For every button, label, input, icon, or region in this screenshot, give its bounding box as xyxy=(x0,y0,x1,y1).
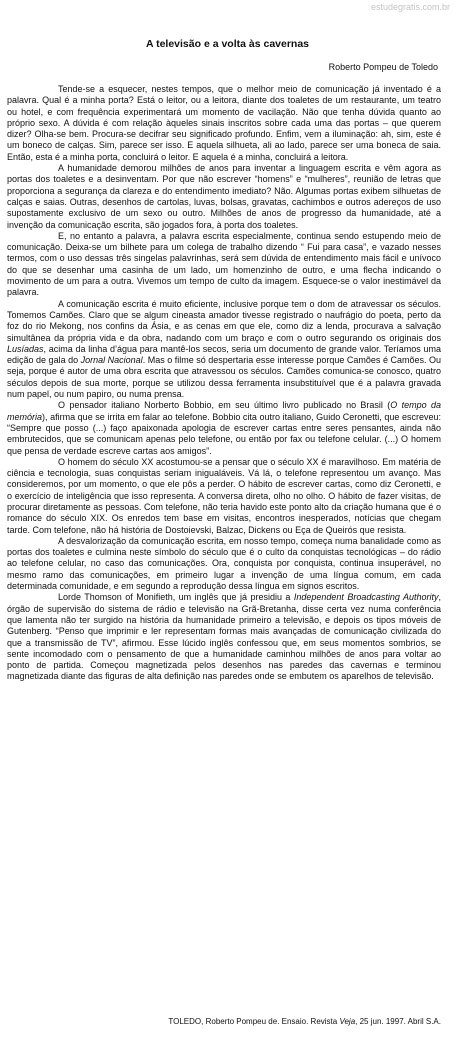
source-suffix: , 25 jun. 1997. Abril S.A. xyxy=(355,1017,441,1026)
paragraph xyxy=(7,536,441,592)
paragraph xyxy=(7,592,441,682)
article-title: A televisão e a volta às cavernas xyxy=(145,38,310,50)
paragraph xyxy=(7,457,441,536)
paragraph-text: A humanidade demorou milhões de anos para inventar a linguagem escrita e vêm agora as portas dos toaletes e a desinventam. Por que não escrever “homens” e “mulheres”, reunião de letras que proporciona a segurança da clareza e do entendimento imediato? Não. Algumas portas exibem silhuetas de calças e saias. Outras, desenhos de cartolas, luvas, bolsas, gravatas, cachimbos e outros adereços de uso supostamente exclusivo de um sexo ou outro. Milhões de anos de progresso da humanidade, até a invenção da comunicação escrita, são jogados fora, à porta dos toaletes. xyxy=(7,163,441,230)
paragraph-text: O pensador italiano Norberto Bobbio, em seu último livro publicado no Brasil ( xyxy=(58,400,391,411)
paragraph xyxy=(7,163,441,231)
watermark: estudegratis.com.br xyxy=(370,2,450,12)
paragraph-text: A comunicação escrita é muito eficiente, inclusive porque tem o dom de atravessar os séculos. Tomemos Camões. Claro que se algum cineasta amador tivesse registrado o naufrágio do poeta, perto da foz do rio Mekong, nos confins da Ásia, e as cenas em que ele, como diz a lenda, procurava a salvação simultânea da própria vida e da obra, nadando com um braço e com o outro segurando os originais dos xyxy=(7,298,441,343)
italic-text: O tempo da memória xyxy=(7,400,441,422)
source-prefix: TOLEDO, Roberto Pompeu de. Ensaio. Revista xyxy=(168,1017,340,1026)
paragraph-text: ), afirma que se irrita em falar ao telefone. Bobbio cita outro italiano, Guido Ceronetti, que escreveu: “Sempre que posso (...) faço apaixonada apologia de escrever cartas entre seres pensantes, ainda não embrutecidos, que se comunicam apenas pelo telefone, ou então por fax ou telefone celular. (...) O homem que pensa de verdade escreve cartas aos amigos”. xyxy=(7,411,441,456)
paragraph-text: Lorde Thomson of Monifieth, um inglês que já presidiu a xyxy=(58,592,294,603)
paragraph-text: , acima da linha d’água para mantê-los secos, seria um documento de grande valor. Teríamos uma edição de gala do xyxy=(7,343,441,366)
paragraph-text: O homem do século XX acostumou-se a pensar que o século XX é maravilhoso. Em matéria de ciência e tecnologia, suas conquistas seriam inigualáveis. Vá lá, o telefone representou um avanço. Mas consideremos, por um momento, o que ele pôs a perder. O hábito de escrever cartas, como diz Ceronetti, e o exercício de inteligência que isso representa. A conversa direta, olho no olho. O hábito de fazer visitas, de procurar diretamente as pessoas. Com telefone, não teria havido este ponto alto da criação humana que é o romance do século XIX. Os enredos tem base em visitas, encontros inesperados, notícias que chegam tarde. Com telefone, não há história de Dostoievski, Balzac, Dickens ou Eça de Queirós que resista. xyxy=(7,456,441,535)
source-citation xyxy=(168,1017,441,1026)
paragraph xyxy=(7,400,441,456)
italic-text: Jornal Nacional xyxy=(80,355,143,366)
paragraph-text: , órgão de supervisão do sistema de rádio e televisão na Grã-Bretanha, disse certa vez numa conferência que lamenta não ter surgido na história da humanidade primeiro a televisão, e depois os tipos móveis de Gutenberg. “Penso que imprimir e ler representam formas mais avançadas de comunicação civilizada do que a transmissão de TV”, afirmou. Esse lúcido inglês confessou que, em seus momentos sombrios, se sente incomodado com o pensamento de que a humanidade caminhou milhões de anos para voltar ao ponto de partida. Começou magnetizada pelos desenhos nas paredes das cavernas e terminou magnetizada diante das figuras de alta definição nas paredes onde se embutem os aparelhos de televisão. xyxy=(7,592,441,682)
article-body xyxy=(7,84,441,683)
article-author: Roberto Pompeu de Toledo xyxy=(328,62,438,72)
paragraph xyxy=(7,299,441,401)
paragraph xyxy=(7,84,441,163)
italic-text: Independent Broadcasting Authority xyxy=(293,592,439,603)
paragraph-text: A desvalorização da comunicação escrita, em nosso tempo, começa numa banalidade como as portas dos toaletes e culmina neste símbolo do século que é o culto da conquistas tecnológicas – do rádio ao telefone celular, no caso das comunicações. Ora, conquista por conquista, continua insuperável, no mesmo ramo das comunicações, em primeiro lugar a invenção de uma língua comum, em cada determinada comunidade, e em segundo a reprodução dessa língua em signos escritos. xyxy=(7,535,441,592)
source-magazine: Veja xyxy=(339,1017,356,1026)
paragraph xyxy=(7,231,441,299)
paragraph-text: Tende-se a esquecer, nestes tempos, que o melhor meio de comunicação já inventado é a palavra. Qual é a minha porta? Está o leitor, ou a leitora, diante dos toaletes de um restaurante, um teatro ou hotel, e com frequência experimentará um momento de vacilação. Não que tenha dúvida quanto ao próprio sexo. A dúvida é com relação àqueles sinais inscritos sobre cada uma das portas – que querem dizer? Olha-se bem. Procura-se decifrar seu significado profundo. Enfim, vem a iluminação: ah, sim, este é um boneco de calças. Sim, parece ser isso. E aquela silhueta, ali ao lado, parece ser uma boneca de saia. Então, esta é a minha porta, concluirá o leitor. E aquela é a minha, concluirá a leitora. xyxy=(7,84,441,162)
paragraph-text: E, no entanto a palavra, a palavra escrita especialmente, continua sendo estupendo meio de comunicação. Deixa-se um bilhete para um colega de trabalho dizendo “ Fui para casa”, e vazado nesses termos, com o uso dessas três singelas palavrinhas, será sem dúvida de entendimento mais fácil e unívoco do que se desenhar uma casinha de um lado, um homenzinho de outro, e uma flecha indicando o movimento de um para a outra. Vivemos um tempo de culto da imagem. Esquece-se o valor inestimável da palavra. xyxy=(7,230,441,298)
italic-text: Lusíadas xyxy=(7,343,44,354)
paragraph-text: . Mas o filme só despertaria esse interesse porque Camões é Camões. Ou seja, porque é autor de uma obra escrita que atravessou os séculos. Camões comunica-se conosco, quatro séculos depois de sua morte, porque se utilizou dessa ferramenta insubstituível que é a palavra gravada num papel, ou num papiro, ou numa prensa. xyxy=(7,355,442,400)
